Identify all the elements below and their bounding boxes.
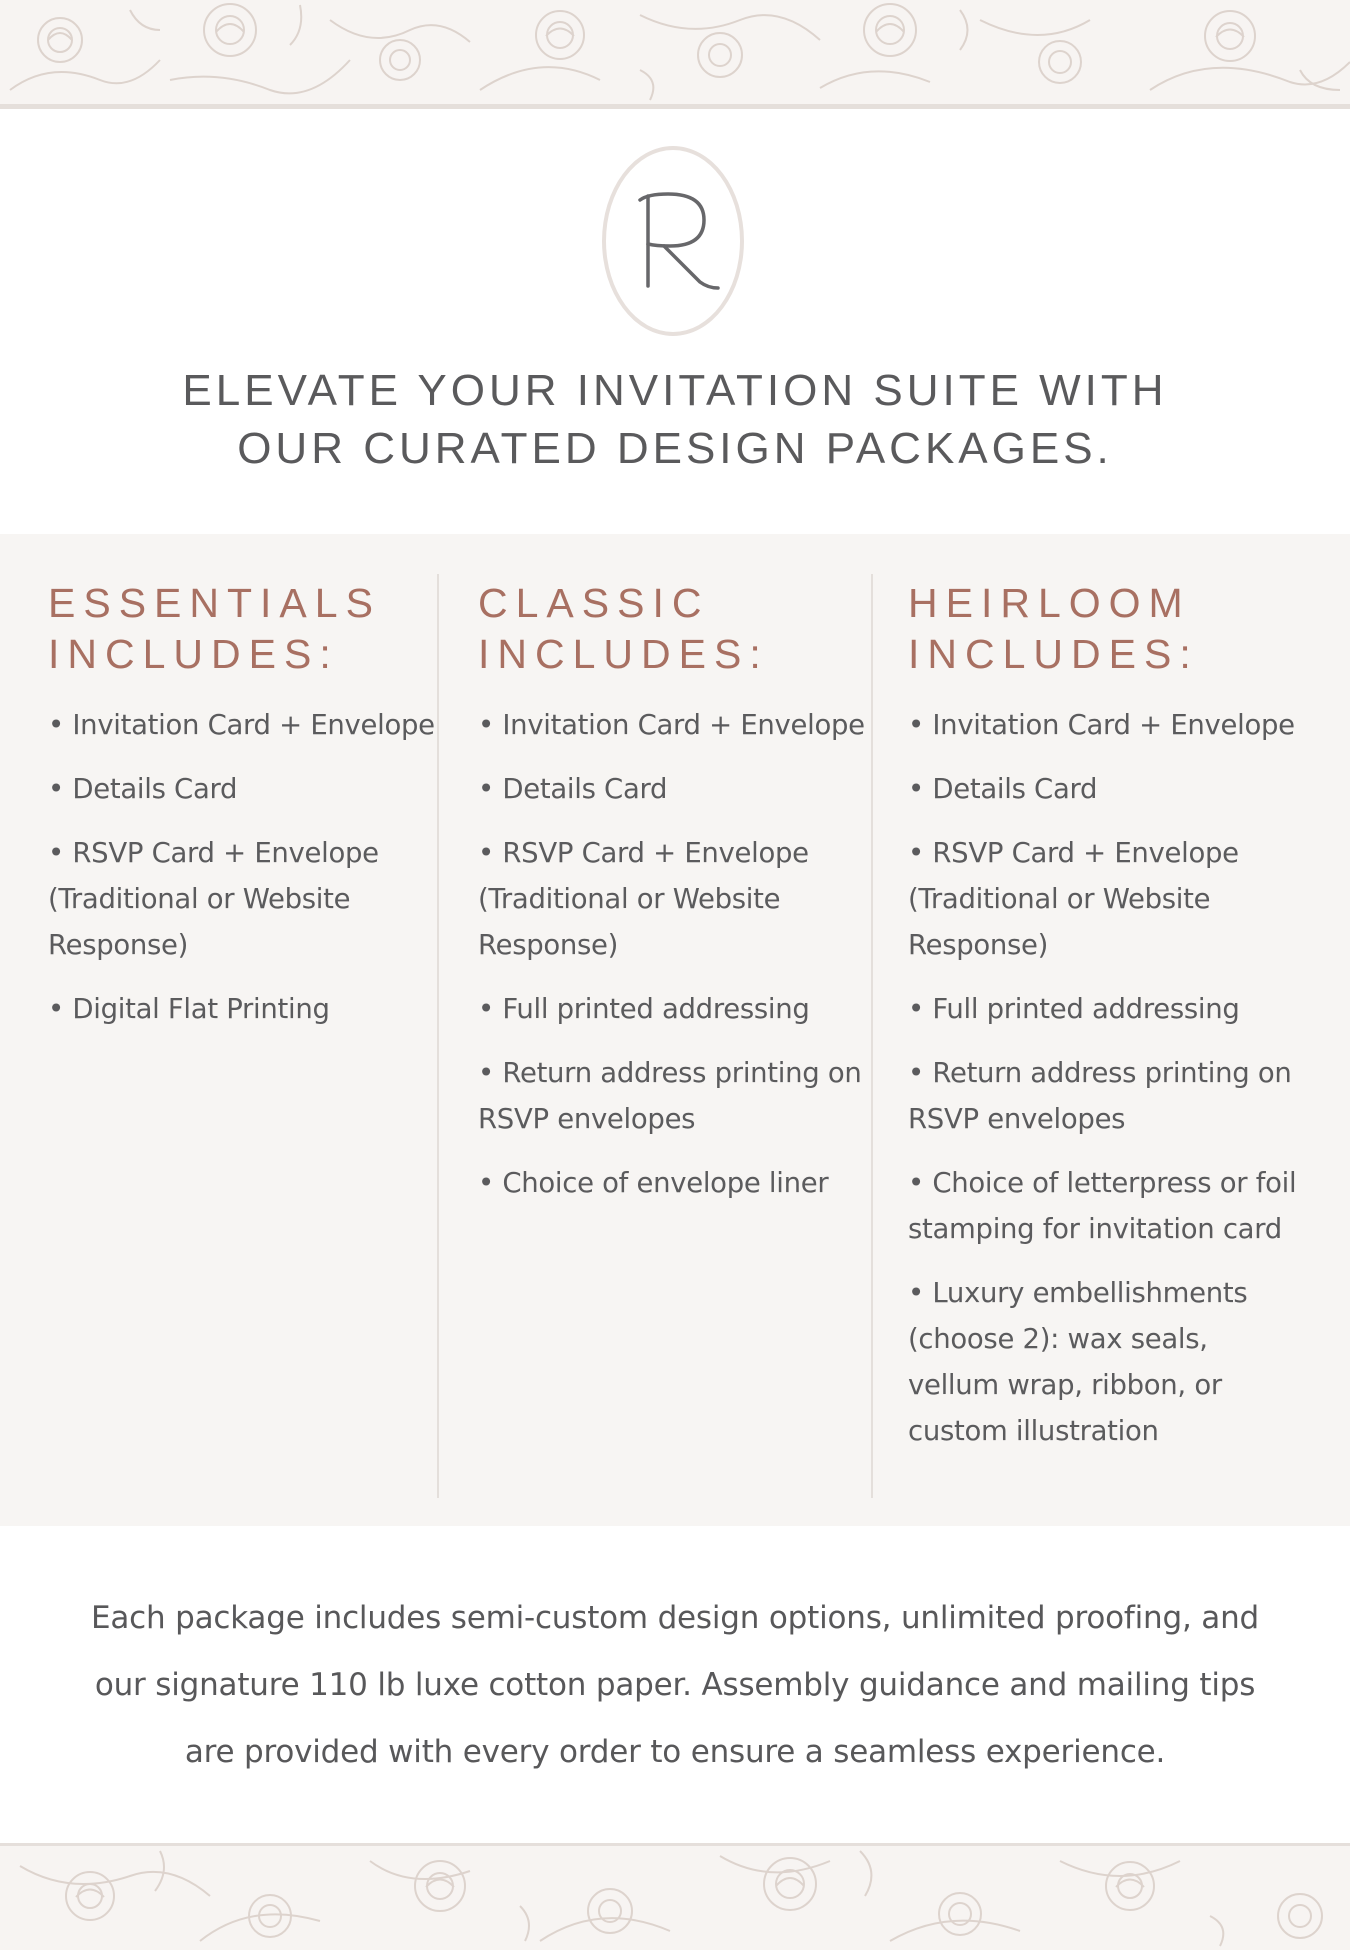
- packages-section: [0, 534, 1350, 1526]
- package-title: [478, 578, 870, 680]
- package-essentials: [48, 578, 440, 1050]
- top-divider-rule: [0, 104, 1350, 109]
- rose-pattern-top: [0, 0, 1350, 104]
- floral-border-top: [0, 0, 1350, 104]
- list-item: • Full printed addressing: [478, 986, 870, 1032]
- package-heirloom: [908, 578, 1300, 1472]
- rose-pattern-bottom: [0, 1846, 1350, 1950]
- list-item: • RSVP Card + Envelope (Traditional or Website Response): [908, 830, 1300, 968]
- package-title-line-1: CLASSIC: [478, 580, 710, 626]
- list-item: • RSVP Card + Envelope (Traditional or Website Response): [478, 830, 870, 968]
- package-title-line-2: INCLUDES:: [48, 631, 339, 677]
- headline-line-1: ELEVATE YOUR INVITATION SUITE WITH: [182, 366, 1168, 415]
- list-item: • Return address printing on RSVP envelopes: [908, 1050, 1300, 1142]
- package-title-line-1: HEIRLOOM: [908, 580, 1191, 626]
- headline-line-2: OUR CURATED DESIGN PACKAGES.: [237, 424, 1113, 473]
- list-item: • Full printed addressing: [908, 986, 1300, 1032]
- package-title-line-2: INCLUDES:: [478, 631, 769, 677]
- footer-description: Each package includes semi-custom design options, unlimited proofing, and our signature 110 lb luxe cotton paper. Assembly guidance and mailing tips are provided with every order to ensure a seamless experience.: [90, 1600, 1260, 1770]
- list-item: • Invitation Card + Envelope: [478, 702, 870, 748]
- list-item: • Choice of letterpress or foil stamping for invitation card: [908, 1160, 1300, 1252]
- list-item: • Digital Flat Printing: [48, 986, 440, 1032]
- package-classic: [478, 578, 870, 1224]
- package-title-line-1: ESSENTIALS: [48, 580, 381, 626]
- column-divider: [871, 574, 873, 1498]
- list-item: • Luxury embellishments (choose 2): wax seals, vellum wrap, ribbon, or custom illustration: [908, 1270, 1300, 1454]
- list-item: • Details Card: [478, 766, 870, 812]
- package-item-list: [908, 702, 1300, 1454]
- list-item: • Invitation Card + Envelope: [48, 702, 440, 748]
- floral-border-bottom: [0, 1846, 1350, 1950]
- list-item: • Choice of envelope liner: [478, 1160, 870, 1206]
- package-item-list: [48, 702, 440, 1032]
- list-item: • Return address printing on RSVP envelopes: [478, 1050, 870, 1142]
- monogram-logo: [602, 146, 744, 336]
- headline: [0, 362, 1350, 478]
- package-title-line-2: INCLUDES:: [908, 631, 1199, 677]
- package-item-list: [478, 702, 870, 1206]
- package-title: [48, 578, 440, 680]
- monogram-r-icon: [606, 150, 740, 332]
- list-item: • Details Card: [908, 766, 1300, 812]
- package-title: [908, 578, 1300, 680]
- list-item: • RSVP Card + Envelope (Traditional or Website Response): [48, 830, 440, 968]
- list-item: • Invitation Card + Envelope: [908, 702, 1300, 748]
- list-item: • Details Card: [48, 766, 440, 812]
